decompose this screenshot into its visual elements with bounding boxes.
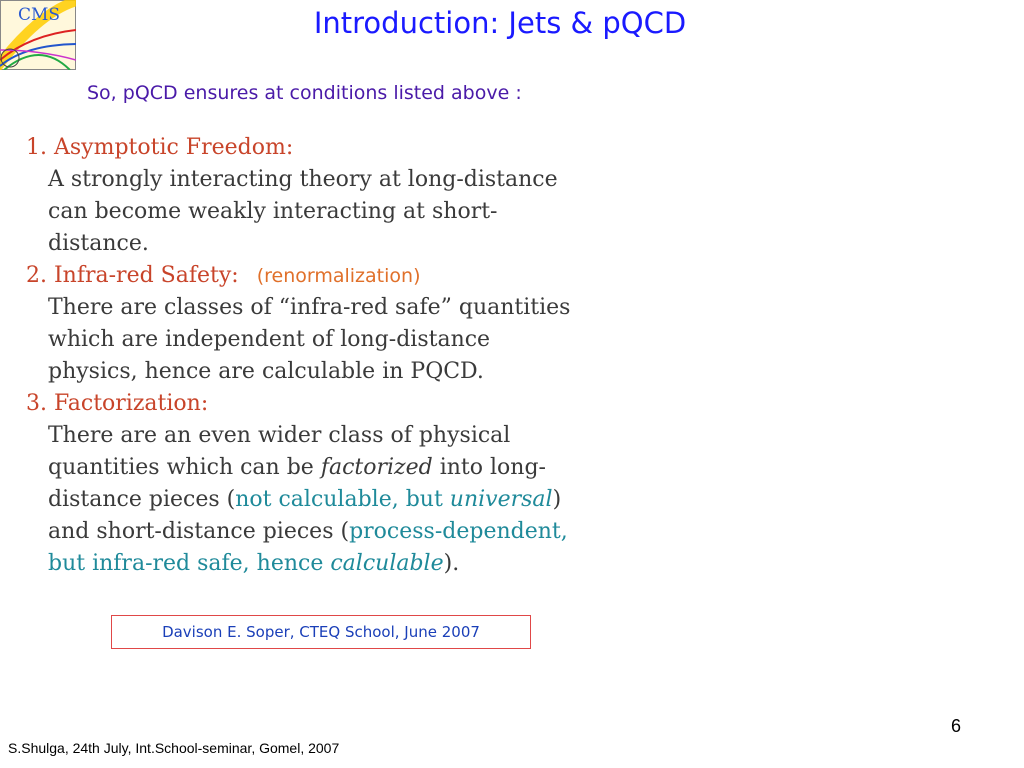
conditions-list	[26, 132, 570, 580]
text-segment: and short-distance pieces (	[48, 519, 350, 544]
footer-text: S.Shulga, 24th July, Int.School-seminar, Gomel, 2007	[8, 740, 340, 756]
text-segment: distance pieces (	[48, 487, 236, 512]
item-text-line: can become weakly interacting at short-	[48, 199, 498, 224]
highlight-segment: but infra-red safe, hence	[48, 551, 331, 576]
slide-title: Introduction: Jets & pQCD	[313, 6, 687, 40]
item-text-line: There are classes of “infra-red safe” quantities	[48, 295, 571, 320]
text-segment: into long-	[432, 455, 546, 480]
citation-box: Davison E. Soper, CTEQ School, June 2007	[111, 615, 531, 649]
item-text-line: physics, hence are calculable in PQCD.	[48, 359, 484, 384]
item-text-line: There are an even wider class of physical	[48, 423, 511, 448]
italic-term-universal: universal	[449, 487, 553, 512]
item-text-line: which are independent of long-distance	[48, 327, 491, 352]
highlight-segment: not calculable, but	[235, 487, 450, 512]
slide-subtitle: So, pQCD ensures at conditions listed above :	[87, 82, 522, 104]
text-segment: quantities which can be	[48, 455, 321, 480]
item-text-line	[26, 548, 570, 580]
item-heading-infra-red-safety: 2. Infra-red Safety:	[26, 263, 239, 288]
item-text-line	[26, 516, 570, 548]
italic-term-calculable: calculable	[330, 551, 444, 576]
text-segment: ).	[443, 551, 460, 576]
item-text-line	[26, 484, 570, 516]
item-text-line: A strongly interacting theory at long-distance	[48, 167, 558, 192]
item-heading-asymptotic-freedom: 1. Asymptotic Freedom:	[26, 135, 294, 160]
cms-logo-text: CMS	[18, 5, 61, 25]
text-segment: )	[552, 487, 562, 512]
renormalization-note: (renormalization)	[256, 265, 421, 287]
item-heading-factorization: 3. Factorization:	[26, 391, 209, 416]
highlight-segment: process-dependent,	[349, 519, 568, 544]
page-number: 6	[951, 716, 962, 736]
item-text-line	[26, 452, 570, 484]
item-text-line: distance.	[48, 231, 149, 256]
item-heading-row	[26, 260, 570, 292]
italic-term-factorized: factorized	[320, 455, 433, 480]
